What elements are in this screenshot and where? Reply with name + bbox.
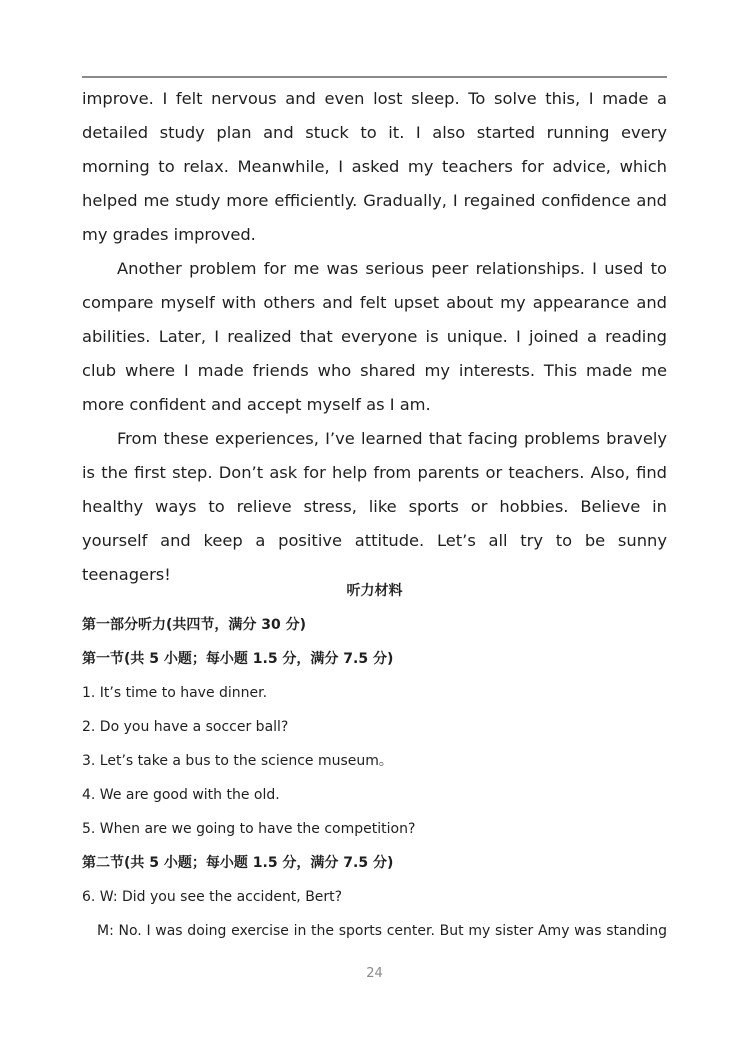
list-item: 3. Let’s take a bus to the science museum。	[82, 753, 393, 769]
section-2-heading: 第二节(共 5 小题；每小题 1.5 分，满分 7.5 分)	[82, 855, 394, 871]
listening-materials	[82, 574, 667, 948]
listening-title: 听力材料	[346, 583, 403, 599]
essay-paragraph: From these experiences, I’ve learned that facing problems bravely is the first step. Don’t ask for help from parents or teachers. Also, find healthy ways to relieve stress, like sports or hobbies. Believe in yourself and keep a positive attitude. Let’s all try to be sunny teenagers!	[82, 429, 667, 584]
essay-text	[82, 82, 667, 592]
section-1-heading: 第一节(共 5 小题；每小题 1.5 分，满分 7.5 分)	[82, 651, 394, 667]
essay-paragraph: improve. I felt nervous and even lost sleep. To solve this, I made a detailed study plan and stuck to it. I also started running every morning to relax. Meanwhile, I asked my teachers for advice, which helped me study more efficiently. Gradually, I regained confidence and my grades improved.	[82, 89, 667, 244]
list-item: 5. When are we going to have the competition?	[82, 821, 416, 837]
top-divider	[82, 76, 667, 78]
list-item: 4. We are good with the old.	[82, 787, 280, 803]
essay-paragraph: Another problem for me was serious peer relationships. I used to compare myself with others and felt upset about my appearance and abilities. Later, I realized that everyone is unique. I joined a reading club where I made friends who shared my interests. This made me more confident and accept myself as I am.	[82, 259, 667, 414]
page-number: 24	[366, 966, 383, 981]
list-item: 1. It’s time to have dinner.	[82, 685, 268, 701]
dialogue-line: M: No. I was doing exercise in the sports center. But my sister Amy was standing	[97, 923, 667, 939]
list-item: 2. Do you have a soccer ball?	[82, 719, 289, 735]
dialogue-line: 6. W: Did you see the accident, Bert?	[82, 889, 343, 905]
part-heading: 第一部分听力(共四节，满分 30 分)	[82, 617, 307, 633]
